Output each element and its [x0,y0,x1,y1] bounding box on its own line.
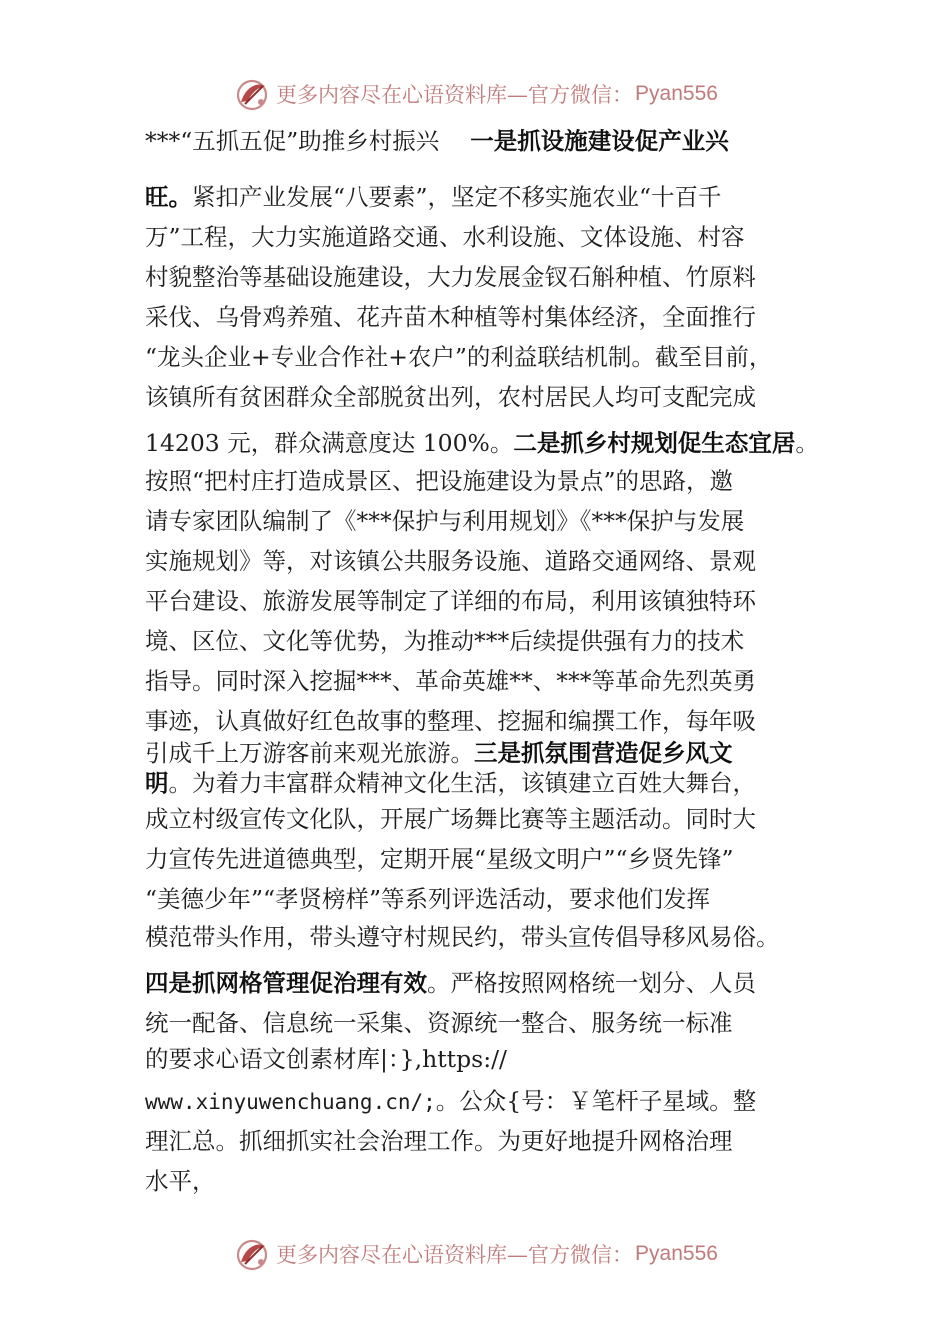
text-line [145,262,756,292]
brand-logo-icon [232,74,272,114]
watermark-text: 更多内容尽在心语资料库—官方微信： [276,83,634,107]
text-segment: 村貌整治等基础设施建设，大力发展金钗石斛种植、竹原料 [145,263,756,291]
text-line [145,666,756,696]
footer-watermark [0,1232,950,1276]
text-line [145,302,756,332]
text-line [145,706,756,736]
text-line [145,884,710,914]
watermark-wechat-id: Pyan556 [635,1242,718,1265]
bold-heading-segment: 旺。 [145,183,192,211]
text-segment: 力宣传先进道德典型，定期开展“星级文明户”“乡贤先锋” [145,845,734,873]
text-line [145,922,780,952]
text-segment: “美德少年”“孝贤榜样”等系列评选活动，要求他们发挥 [145,885,711,913]
text-segment: ***“五抓五促”助推乡村振兴 [145,127,471,155]
text-line [145,1008,733,1038]
text-segment: 按照“把村庄打造成景区、把设施建设为景点”的思路，邀 [145,467,734,495]
text-segment: 。公众{号：￥笔杆子星域。整 [435,1087,757,1115]
text-line [145,1126,733,1156]
text-line [145,844,734,874]
text-line [145,968,756,998]
text-segment: 统一配备、信息统一采集、资源统一整合、服务统一标准 [145,1009,733,1037]
bold-heading-segment: 四是抓网格管理促治理有效 [145,969,427,997]
text-segment: 成立村级宣传文化队，开展广场舞比赛等主题活动。同时大 [145,805,756,833]
text-segment: www.xinyuwenchuang.cn/; [145,1090,436,1114]
text-line [145,126,729,156]
text-segment: 。严格按照网格统一划分、人员 [427,969,756,997]
text-line [145,506,744,536]
text-line [145,626,744,656]
text-line [145,222,745,252]
text-line [145,586,756,616]
text-segment: “龙头企业+专业合作社+农户”的利益联结机制。截至目前， [145,343,773,371]
bold-heading-segment: 一是抓设施建设促产业兴 [470,127,729,155]
bold-heading-segment: 三是抓氛围营造促乡风文 [474,739,733,767]
text-segment: 事迹，认真做好红色故事的整理、挖掘和编撰工作，每年吸 [145,707,756,735]
text-line [145,1086,756,1117]
text-line [145,428,819,458]
text-line [145,768,756,798]
text-segment: 的要求心语文创素材库|：},https:// [145,1045,507,1073]
text-segment: 平台建设、旅游发展等制定了详细的布局，利用该镇独特环 [145,587,756,615]
text-segment: 理汇总。抓细抓实社会治理工作。为更好地提升网格治理 [145,1127,733,1155]
text-segment: 境、区位、文化等优势，为推动***后续提供强有力的技术 [145,627,745,655]
text-segment: 采伐、乌骨鸡养殖、花卉苗木种植等村集体经济，全面推行 [145,303,756,331]
text-segment: 实施规划》等，对该镇公共服务设施、道路交通网络、景观 [145,547,756,575]
bold-heading-segment: 二是抓乡村规划促生态宜居 [513,429,796,457]
text-line [145,1166,216,1196]
text-line [145,382,756,412]
text-line [145,466,733,496]
text-segment: 模范带头作用，带头遵守村规民约，带头宣传倡导移风易俗。 [145,923,780,951]
text-line [145,546,756,576]
text-segment: 水平， [145,1167,216,1195]
text-segment: 。为着力丰富群众精神文化生活，该镇建立百姓大舞台， [168,769,756,797]
text-line [145,182,722,212]
text-segment: 引成千上万游客前来观光旅游。 [145,739,474,767]
text-segment: 指导。同时深入挖掘***、革命英雄**、***等革命先烈英勇 [145,667,756,695]
brand-logo-icon [232,1234,272,1274]
text-segment: 紧扣产业发展“八要素”，坚定不移实施农业“十百千 [192,183,722,211]
text-segment: 请专家团队编制了《***保护与利用规划》《***保护与发展 [145,507,745,535]
text-line [145,342,772,372]
watermark-text: 更多内容尽在心语资料库—官方微信： [276,1243,634,1267]
text-line [145,738,733,768]
watermark-wechat-id: Pyan556 [635,82,718,105]
text-line [145,804,756,834]
text-segment: 14203 元，群众满意度达 100%。 [145,429,514,457]
text-segment: 。 [795,429,819,457]
header-watermark [0,72,950,116]
text-segment: 该镇所有贫困群众全部脱贫出列，农村居民人均可支配完成 [145,383,756,411]
text-line [145,1044,507,1074]
bold-heading-segment: 明 [145,769,169,797]
text-segment: 万”工程，大力实施道路交通、水利设施、文体设施、村容 [145,223,745,251]
